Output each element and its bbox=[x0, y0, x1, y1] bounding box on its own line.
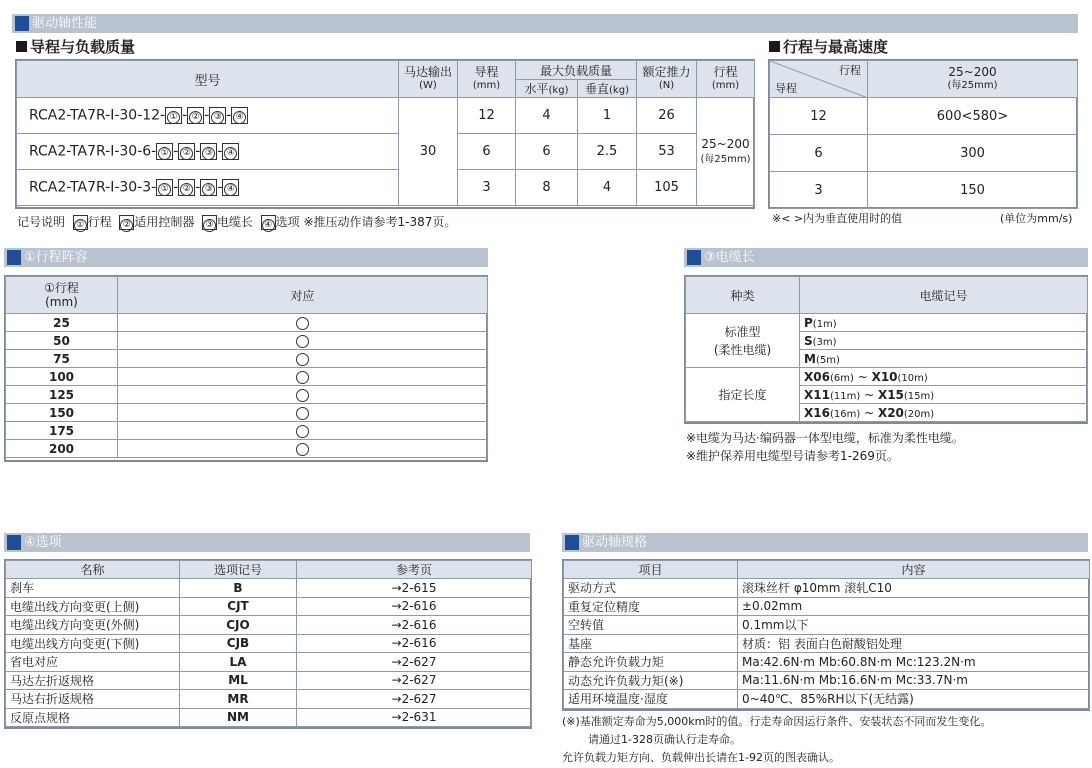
table-row: 马达右折返规格 MR →2-627 bbox=[6, 690, 532, 709]
table-row: 电缆出线方向变更(上侧) CJT →2-616 bbox=[6, 597, 532, 616]
header-stroke: 行程 (mm) bbox=[697, 61, 755, 98]
table-row: S(3m) bbox=[686, 332, 1088, 350]
table-row: 75 bbox=[6, 350, 488, 368]
header-code: 电缆记号 bbox=[800, 277, 1088, 314]
table-row: 动态允许负载力矩(※) Ma:11.6N·m Mb:16.6N·m Mc:33.7N·m bbox=[564, 671, 1090, 690]
circle-mark-icon bbox=[296, 317, 309, 330]
square-bullet-icon bbox=[769, 41, 780, 52]
table-row: 反原点规格 NM →2-631 bbox=[6, 708, 532, 727]
square-bullet-icon bbox=[16, 41, 27, 52]
table-row: 6 300 bbox=[770, 135, 1078, 172]
vertical-value: 2.5 bbox=[578, 134, 637, 170]
box-2: ② bbox=[187, 107, 204, 124]
header-horizontal: 水平(kg) bbox=[516, 80, 578, 98]
circle-mark-icon bbox=[296, 407, 309, 420]
circle-mark-icon bbox=[296, 389, 309, 402]
table-row: 50 bbox=[6, 332, 488, 350]
circle-mark-icon bbox=[296, 335, 309, 348]
options-table: 名称 选项记号 参考页 刹车 B →2-615 电缆出线方向变更(上侧) CJT →2-616 电缆出线方向变更(外侧) CJO →2-616 电缆出线方向变更(下侧) CJB →2-616 省电对应 LA →2-627 马达左折返规格 ML →2-627 马达右折返规格 MR →2-627 反原点规格 NM →2-631 bbox=[5, 560, 532, 727]
section-banner-drive-axis bbox=[12, 14, 1078, 33]
speed-range-header: 25~200 (每25mm) bbox=[868, 61, 1078, 98]
circle-mark-icon bbox=[296, 425, 309, 438]
table-row: 马达左折返规格 ML →2-627 bbox=[6, 671, 532, 690]
table-row: 3 150 bbox=[770, 172, 1078, 209]
spec-note-1: (※)基准额定寿命为5,000km时的值。行走寿命因运行条件、安装状态不同而发生变化。 bbox=[562, 715, 992, 728]
header-stroke: ①行程 (mm) bbox=[6, 277, 118, 314]
header-vertical: 垂直(kg) bbox=[578, 80, 637, 98]
header-thrust: 额定推力 (N) bbox=[637, 61, 697, 98]
table-row: 标准型 (柔性电缆) P(1m) bbox=[686, 314, 1088, 332]
thrust-value: 105 bbox=[637, 170, 697, 206]
table-row: X11(11m) ~ X15(15m) bbox=[686, 386, 1088, 404]
table-row: 刹车 B →2-615 bbox=[6, 579, 532, 598]
model-cell: RCA2-TA7R-I-30-12- ① - ② - ③ - ④ bbox=[17, 98, 399, 134]
section-banner-cable: ③电缆长 bbox=[684, 248, 1088, 267]
lead-value: 12 bbox=[458, 98, 516, 134]
corner-cell bbox=[770, 61, 868, 98]
banner-marker bbox=[15, 16, 29, 31]
stroke-speed-table bbox=[769, 60, 1078, 209]
model-cell: RCA2-TA7R-I-30-3- ① - ② - ③ - ④ bbox=[17, 170, 399, 206]
spec-table: 项目 内容 驱动方式 滚珠丝杆 φ10mm 滚轧C10 重复定位精度 ±0.02mm 空转值 0.1mm以下 基座 材质：铝 表面白色耐酸铝处理 静态允许负载力矩 Ma:42.6N·m Mb:60.8N·m Mc:123.2N·m 动态允许负载力矩(※) Ma:11.6N·m Mb:16.6N·m Mc:33.7N·m 适用环境温度·湿度 0~40℃、85%RH以下(无结露) bbox=[563, 560, 1090, 709]
table-row: 重复定位精度 ±0.02mm bbox=[564, 597, 1090, 616]
horizontal-value: 6 bbox=[516, 134, 578, 170]
horizontal-value: 8 bbox=[516, 170, 578, 206]
header-type: 种类 bbox=[686, 277, 800, 314]
table-row bbox=[17, 170, 755, 206]
header-lead: 导程 (mm) bbox=[458, 61, 516, 98]
symbol-legend: 记号说明 ① 行程 ② 适用控制器 ③ 电缆长 ④ 选项 ※推压动作请参考1-387页。 bbox=[17, 215, 457, 230]
box-3: ③ bbox=[209, 107, 226, 124]
table-row: 适用环境温度·湿度 0~40℃、85%RH以下(无结露) bbox=[564, 690, 1090, 709]
speed-unit: (单位为mm/s) bbox=[1000, 212, 1073, 225]
cable-table bbox=[685, 276, 1088, 422]
table-row: 100 bbox=[6, 368, 488, 386]
header-max-load: 最大负载质量 bbox=[516, 61, 637, 80]
standard-type: 标准型 (柔性电缆) bbox=[686, 314, 800, 368]
motor-value: 30 bbox=[399, 98, 458, 206]
horizontal-value: 4 bbox=[516, 98, 578, 134]
section-banner-stroke: ①行程阵容 bbox=[4, 248, 488, 267]
corner-bottom: 导程 bbox=[775, 82, 797, 95]
section-banner-options: ④选项 bbox=[4, 533, 530, 552]
speed-note: ※< >内为垂直使用时的值 bbox=[772, 212, 903, 225]
table-row: 150 bbox=[6, 404, 488, 422]
model-cell: RCA2-TA7R-I-30-6- ① - ② - ③ - ④ bbox=[17, 134, 399, 170]
table-row: 200 bbox=[6, 440, 488, 458]
table-row: 125 bbox=[6, 386, 488, 404]
subtitle-lead-load: 导程与负载质量 bbox=[16, 38, 135, 56]
box-1: ① bbox=[165, 107, 182, 124]
spec-note-3: 允许负载力矩方向、负载伸出长请在1-92页的图表确认。 bbox=[562, 751, 840, 764]
banner-marker bbox=[565, 535, 579, 550]
banner-marker bbox=[7, 250, 21, 265]
stroke-table bbox=[5, 276, 488, 458]
circle-mark-icon bbox=[296, 443, 309, 456]
thrust-value: 53 bbox=[637, 134, 697, 170]
header-model: 型号 bbox=[17, 61, 399, 98]
vertical-value: 1 bbox=[578, 98, 637, 134]
table-row: M(5m) bbox=[686, 350, 1088, 368]
table-row: 静态允许负载力矩 Ma:42.6N·m Mb:60.8N·m Mc:123.2N·m bbox=[564, 653, 1090, 672]
table-row: 指定长度 X06(6m) ~ X10(10m) bbox=[686, 368, 1088, 386]
box-4: ④ bbox=[231, 107, 248, 124]
banner-marker bbox=[687, 250, 701, 265]
table-row: X16(16m) ~ X20(20m) bbox=[686, 404, 1088, 422]
specified-type: 指定长度 bbox=[686, 368, 800, 422]
subtitle-stroke-speed: 行程与最高速度 bbox=[769, 38, 888, 56]
table-row: 175 bbox=[6, 422, 488, 440]
circle-mark-icon bbox=[296, 371, 309, 384]
table-row: 12 600<580> bbox=[770, 98, 1078, 135]
cable-note-2: ※维护保养用电缆型号请参考1-269页。 bbox=[686, 449, 899, 463]
circle-mark-icon bbox=[296, 353, 309, 366]
stroke-value: 25~200 (每25mm) bbox=[697, 98, 755, 206]
header-support: 对应 bbox=[118, 277, 488, 314]
table-row: 基座 材质：铝 表面白色耐酸铝处理 bbox=[564, 634, 1090, 653]
table-row: 25 bbox=[6, 314, 488, 332]
header-motor: 马达输出 (W) bbox=[399, 61, 458, 98]
lead-value: 6 bbox=[458, 134, 516, 170]
thrust-value: 26 bbox=[637, 98, 697, 134]
table-row bbox=[17, 98, 755, 134]
spec-note-2: 请通过1-328页确认行走寿命。 bbox=[588, 733, 741, 746]
table-row: 电缆出线方向变更(下侧) CJB →2-616 bbox=[6, 634, 532, 653]
lead-value: 3 bbox=[458, 170, 516, 206]
table-row: 省电对应 LA →2-627 bbox=[6, 653, 532, 672]
table-row: 电缆出线方向变更(外侧) CJO →2-616 bbox=[6, 616, 532, 635]
lead-load-table bbox=[16, 60, 755, 206]
table-row bbox=[17, 134, 755, 170]
section-banner-spec: 驱动轴规格 bbox=[562, 533, 1088, 552]
table-row: 驱动方式 滚珠丝杆 φ10mm 滚轧C10 bbox=[564, 579, 1090, 598]
cable-note-1: ※电缆为马达·编码器一体型电缆，标准为柔性电缆。 bbox=[686, 431, 964, 445]
section-title: 驱动轴性能 bbox=[32, 16, 98, 31]
vertical-value: 4 bbox=[578, 170, 637, 206]
banner-marker bbox=[7, 535, 21, 550]
corner-top: 行程 bbox=[839, 64, 861, 77]
table-row: 空转值 0.1mm以下 bbox=[564, 616, 1090, 635]
